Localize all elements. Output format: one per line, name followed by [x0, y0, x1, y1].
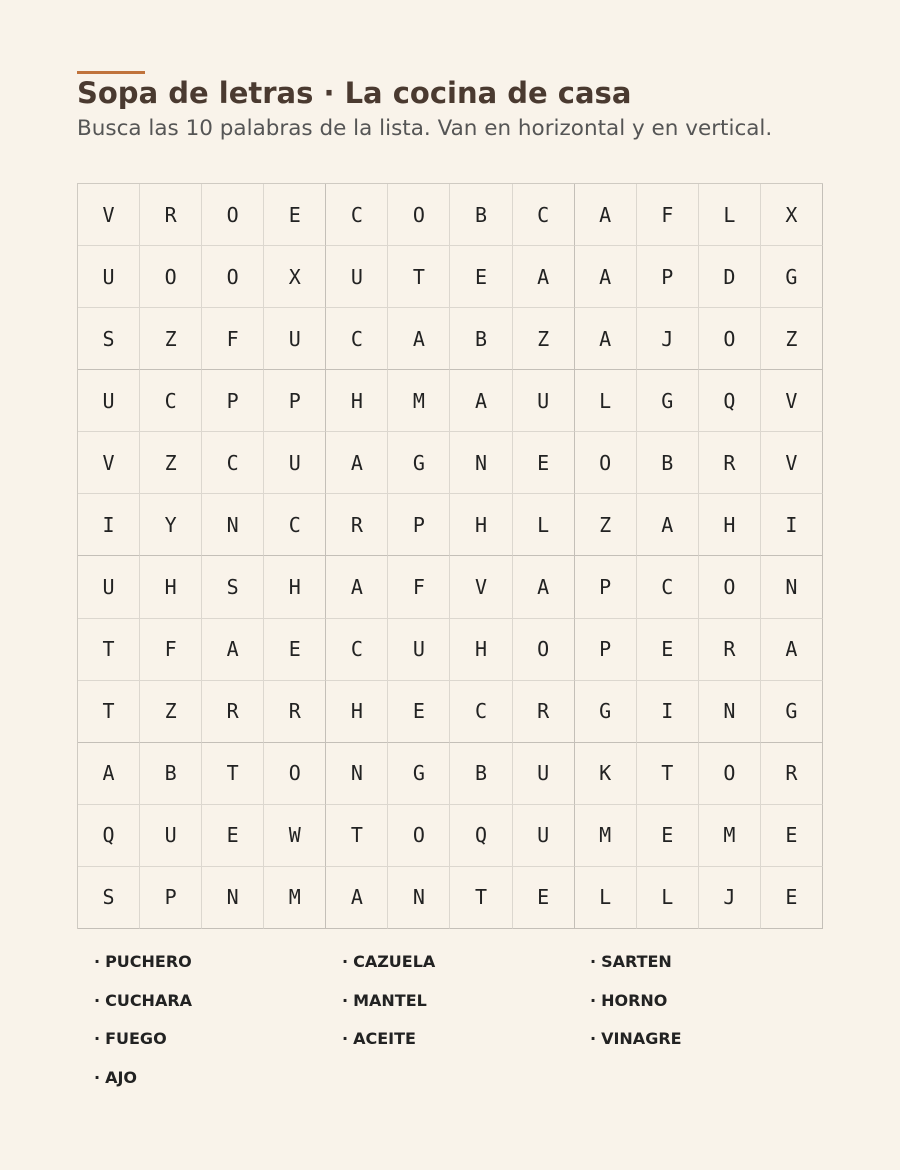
- grid-cell[interactable]: A: [450, 370, 512, 432]
- word-bullet: ·: [342, 1029, 349, 1049]
- grid-cell[interactable]: C: [513, 184, 575, 246]
- grid-cell[interactable]: X: [264, 246, 326, 308]
- grid-cell[interactable]: V: [78, 184, 140, 246]
- grid-cell[interactable]: Z: [575, 494, 637, 556]
- grid-cell[interactable]: P: [637, 246, 699, 308]
- grid-cell[interactable]: C: [264, 494, 326, 556]
- word-label: CUCHARA: [105, 990, 193, 1010]
- grid-cell[interactable]: H: [450, 494, 512, 556]
- grid-cell[interactable]: E: [513, 432, 575, 494]
- grid-cell[interactable]: E: [202, 805, 264, 867]
- grid-cell[interactable]: P: [264, 370, 326, 432]
- word-label: AJO: [105, 1067, 138, 1087]
- grid-cell[interactable]: L: [575, 370, 637, 432]
- grid-cell[interactable]: T: [637, 743, 699, 805]
- word-bullet: ·: [590, 990, 597, 1010]
- grid-cell[interactable]: O: [388, 184, 450, 246]
- grid-cell[interactable]: L: [637, 867, 699, 929]
- grid-cell[interactable]: W: [264, 805, 326, 867]
- grid-cell[interactable]: U: [513, 743, 575, 805]
- grid-cell[interactable]: S: [78, 867, 140, 929]
- grid-cell[interactable]: Z: [140, 308, 202, 370]
- grid-cell[interactable]: O: [388, 805, 450, 867]
- grid-cell[interactable]: F: [140, 619, 202, 681]
- grid-cell[interactable]: R: [326, 494, 388, 556]
- grid-cell[interactable]: Z: [140, 432, 202, 494]
- grid-cell[interactable]: H: [699, 494, 761, 556]
- grid-cell[interactable]: E: [450, 246, 512, 308]
- grid-cell[interactable]: O: [575, 432, 637, 494]
- grid-cell[interactable]: N: [388, 867, 450, 929]
- word-label: FUEGO: [105, 1029, 167, 1049]
- grid-cell[interactable]: G: [761, 246, 823, 308]
- grid-cell[interactable]: U: [78, 370, 140, 432]
- grid-cell[interactable]: Q: [78, 805, 140, 867]
- grid-cell[interactable]: Z: [513, 308, 575, 370]
- grid-cell[interactable]: C: [140, 370, 202, 432]
- grid-cell[interactable]: H: [140, 556, 202, 618]
- grid-cell[interactable]: G: [388, 432, 450, 494]
- word-label: VINAGRE: [601, 1029, 682, 1049]
- grid-cell[interactable]: N: [202, 867, 264, 929]
- word-list-item: [342, 942, 590, 981]
- word-list-item: [590, 942, 838, 981]
- grid-cell[interactable]: T: [450, 867, 512, 929]
- grid-cell[interactable]: H: [264, 556, 326, 618]
- grid-cell[interactable]: O: [264, 743, 326, 805]
- grid-cell[interactable]: E: [761, 805, 823, 867]
- grid-cell[interactable]: A: [575, 308, 637, 370]
- grid-cell[interactable]: Q: [699, 370, 761, 432]
- grid-cell[interactable]: E: [637, 619, 699, 681]
- word-list-item: [94, 981, 342, 1020]
- grid-cell[interactable]: M: [699, 805, 761, 867]
- grid-cell[interactable]: U: [264, 432, 326, 494]
- grid-cell[interactable]: A: [78, 743, 140, 805]
- grid-cell[interactable]: P: [140, 867, 202, 929]
- grid-cell[interactable]: U: [388, 619, 450, 681]
- grid-cell[interactable]: N: [326, 743, 388, 805]
- grid-cell[interactable]: A: [326, 867, 388, 929]
- grid-cell[interactable]: D: [699, 246, 761, 308]
- word-label: PUCHERO: [105, 951, 192, 971]
- word-label: CAZUELA: [353, 951, 436, 971]
- grid-cell[interactable]: N: [202, 494, 264, 556]
- grid-cell[interactable]: C: [637, 556, 699, 618]
- word-list-item: [342, 1019, 590, 1058]
- word-list-item: [342, 981, 590, 1020]
- grid-cell[interactable]: U: [513, 370, 575, 432]
- word-list-item: [94, 942, 342, 981]
- word-bullet: ·: [590, 951, 597, 971]
- grid-cell[interactable]: B: [450, 308, 512, 370]
- grid-cell[interactable]: O: [202, 246, 264, 308]
- word-list-item: [94, 1019, 342, 1058]
- grid-cell[interactable]: T: [388, 246, 450, 308]
- grid-cell[interactable]: T: [78, 619, 140, 681]
- grid-cell[interactable]: U: [326, 246, 388, 308]
- grid-cell[interactable]: R: [264, 681, 326, 743]
- grid-cell[interactable]: R: [699, 619, 761, 681]
- grid-cell[interactable]: M: [264, 867, 326, 929]
- instructions-subtitle: Busca las 10 palabras de la lista. Van en horizontal y en vertical.: [77, 116, 773, 141]
- grid-cell[interactable]: M: [388, 370, 450, 432]
- grid-cell[interactable]: N: [699, 681, 761, 743]
- grid-cell[interactable]: B: [637, 432, 699, 494]
- grid-cell[interactable]: P: [575, 556, 637, 618]
- grid-cell[interactable]: A: [202, 619, 264, 681]
- grid-cell[interactable]: U: [140, 805, 202, 867]
- grid-cell[interactable]: A: [575, 246, 637, 308]
- grid-cell[interactable]: Z: [761, 308, 823, 370]
- grid-cell[interactable]: C: [326, 308, 388, 370]
- grid-cell[interactable]: K: [575, 743, 637, 805]
- grid-cell[interactable]: S: [78, 308, 140, 370]
- grid-cell[interactable]: I: [78, 494, 140, 556]
- grid-cell[interactable]: E: [513, 867, 575, 929]
- grid-cell[interactable]: V: [450, 556, 512, 618]
- grid-cell[interactable]: J: [637, 308, 699, 370]
- grid-cell[interactable]: A: [761, 619, 823, 681]
- grid-cell[interactable]: P: [388, 494, 450, 556]
- grid-cell[interactable]: O: [699, 743, 761, 805]
- word-bullet: ·: [94, 1029, 101, 1049]
- grid-cell[interactable]: U: [513, 805, 575, 867]
- grid-cell[interactable]: R: [699, 432, 761, 494]
- grid-cell[interactable]: O: [699, 308, 761, 370]
- grid-cell[interactable]: U: [264, 308, 326, 370]
- grid-cell[interactable]: R: [140, 184, 202, 246]
- grid-cell[interactable]: C: [326, 619, 388, 681]
- grid-cell[interactable]: T: [326, 805, 388, 867]
- word-bullet: ·: [94, 1067, 101, 1087]
- word-label: ACEITE: [353, 1029, 416, 1049]
- grid-cell[interactable]: Q: [450, 805, 512, 867]
- grid-cell[interactable]: R: [202, 681, 264, 743]
- grid-cell[interactable]: A: [513, 556, 575, 618]
- grid-cell[interactable]: F: [637, 184, 699, 246]
- grid-cell[interactable]: S: [202, 556, 264, 618]
- word-bullet: ·: [342, 951, 349, 971]
- grid-cell[interactable]: I: [761, 494, 823, 556]
- grid-cell[interactable]: H: [450, 619, 512, 681]
- grid-cell[interactable]: T: [78, 681, 140, 743]
- grid-cell[interactable]: P: [202, 370, 264, 432]
- grid-cell[interactable]: A: [575, 184, 637, 246]
- grid-cell[interactable]: O: [202, 184, 264, 246]
- grid-cell[interactable]: T: [202, 743, 264, 805]
- grid-cell[interactable]: C: [326, 184, 388, 246]
- grid-cell[interactable]: G: [637, 370, 699, 432]
- grid-cell[interactable]: E: [264, 619, 326, 681]
- grid-cell[interactable]: X: [761, 184, 823, 246]
- grid-cell[interactable]: O: [513, 619, 575, 681]
- page-title: Sopa de letras · La cocina de casa: [77, 76, 632, 110]
- grid-cell[interactable]: A: [326, 432, 388, 494]
- grid-cell[interactable]: J: [699, 867, 761, 929]
- grid-cell[interactable]: L: [513, 494, 575, 556]
- grid-cell[interactable]: R: [513, 681, 575, 743]
- grid-cell[interactable]: F: [202, 308, 264, 370]
- grid-cell[interactable]: M: [575, 805, 637, 867]
- grid-cell[interactable]: E: [264, 184, 326, 246]
- grid-cell[interactable]: R: [761, 743, 823, 805]
- grid-cell[interactable]: L: [575, 867, 637, 929]
- grid-cell[interactable]: E: [388, 681, 450, 743]
- grid-cell[interactable]: G: [388, 743, 450, 805]
- grid-cell[interactable]: A: [637, 494, 699, 556]
- grid-cell[interactable]: H: [326, 681, 388, 743]
- grid-cell[interactable]: H: [326, 370, 388, 432]
- grid-cell[interactable]: Y: [140, 494, 202, 556]
- word-list-item: [590, 1019, 838, 1058]
- grid-cell[interactable]: A: [388, 308, 450, 370]
- grid-cell[interactable]: N: [450, 432, 512, 494]
- grid-cell[interactable]: G: [575, 681, 637, 743]
- grid-cell[interactable]: I: [637, 681, 699, 743]
- word-bullet: ·: [590, 1029, 597, 1049]
- grid-cell[interactable]: C: [202, 432, 264, 494]
- word-list-item: [94, 1058, 342, 1097]
- grid-cell[interactable]: N: [761, 556, 823, 618]
- grid-cell[interactable]: V: [78, 432, 140, 494]
- grid-cell[interactable]: F: [388, 556, 450, 618]
- grid-cell[interactable]: C: [450, 681, 512, 743]
- grid-cell[interactable]: O: [699, 556, 761, 618]
- grid-cell[interactable]: A: [326, 556, 388, 618]
- grid-cell[interactable]: Z: [140, 681, 202, 743]
- grid-cell[interactable]: B: [450, 743, 512, 805]
- word-bullet: ·: [94, 990, 101, 1010]
- grid-cell[interactable]: B: [140, 743, 202, 805]
- grid-cell[interactable]: U: [78, 556, 140, 618]
- grid-cell[interactable]: O: [140, 246, 202, 308]
- word-label: MANTEL: [353, 990, 427, 1010]
- grid-cell[interactable]: E: [761, 867, 823, 929]
- grid-cell[interactable]: L: [699, 184, 761, 246]
- word-search-grid: [77, 183, 823, 929]
- word-bullet: ·: [94, 951, 101, 971]
- grid-cell[interactable]: P: [575, 619, 637, 681]
- word-label: HORNO: [601, 990, 668, 1010]
- grid-cell[interactable]: B: [450, 184, 512, 246]
- word-bullet: ·: [342, 990, 349, 1010]
- grid-cell[interactable]: V: [761, 432, 823, 494]
- word-list-item: [590, 981, 838, 1020]
- grid-cell[interactable]: U: [78, 246, 140, 308]
- word-list: [94, 942, 840, 1097]
- grid-cell[interactable]: A: [513, 246, 575, 308]
- grid-cell[interactable]: E: [637, 805, 699, 867]
- grid-cell[interactable]: G: [761, 681, 823, 743]
- grid-cell[interactable]: V: [761, 370, 823, 432]
- word-label: SARTEN: [601, 951, 672, 971]
